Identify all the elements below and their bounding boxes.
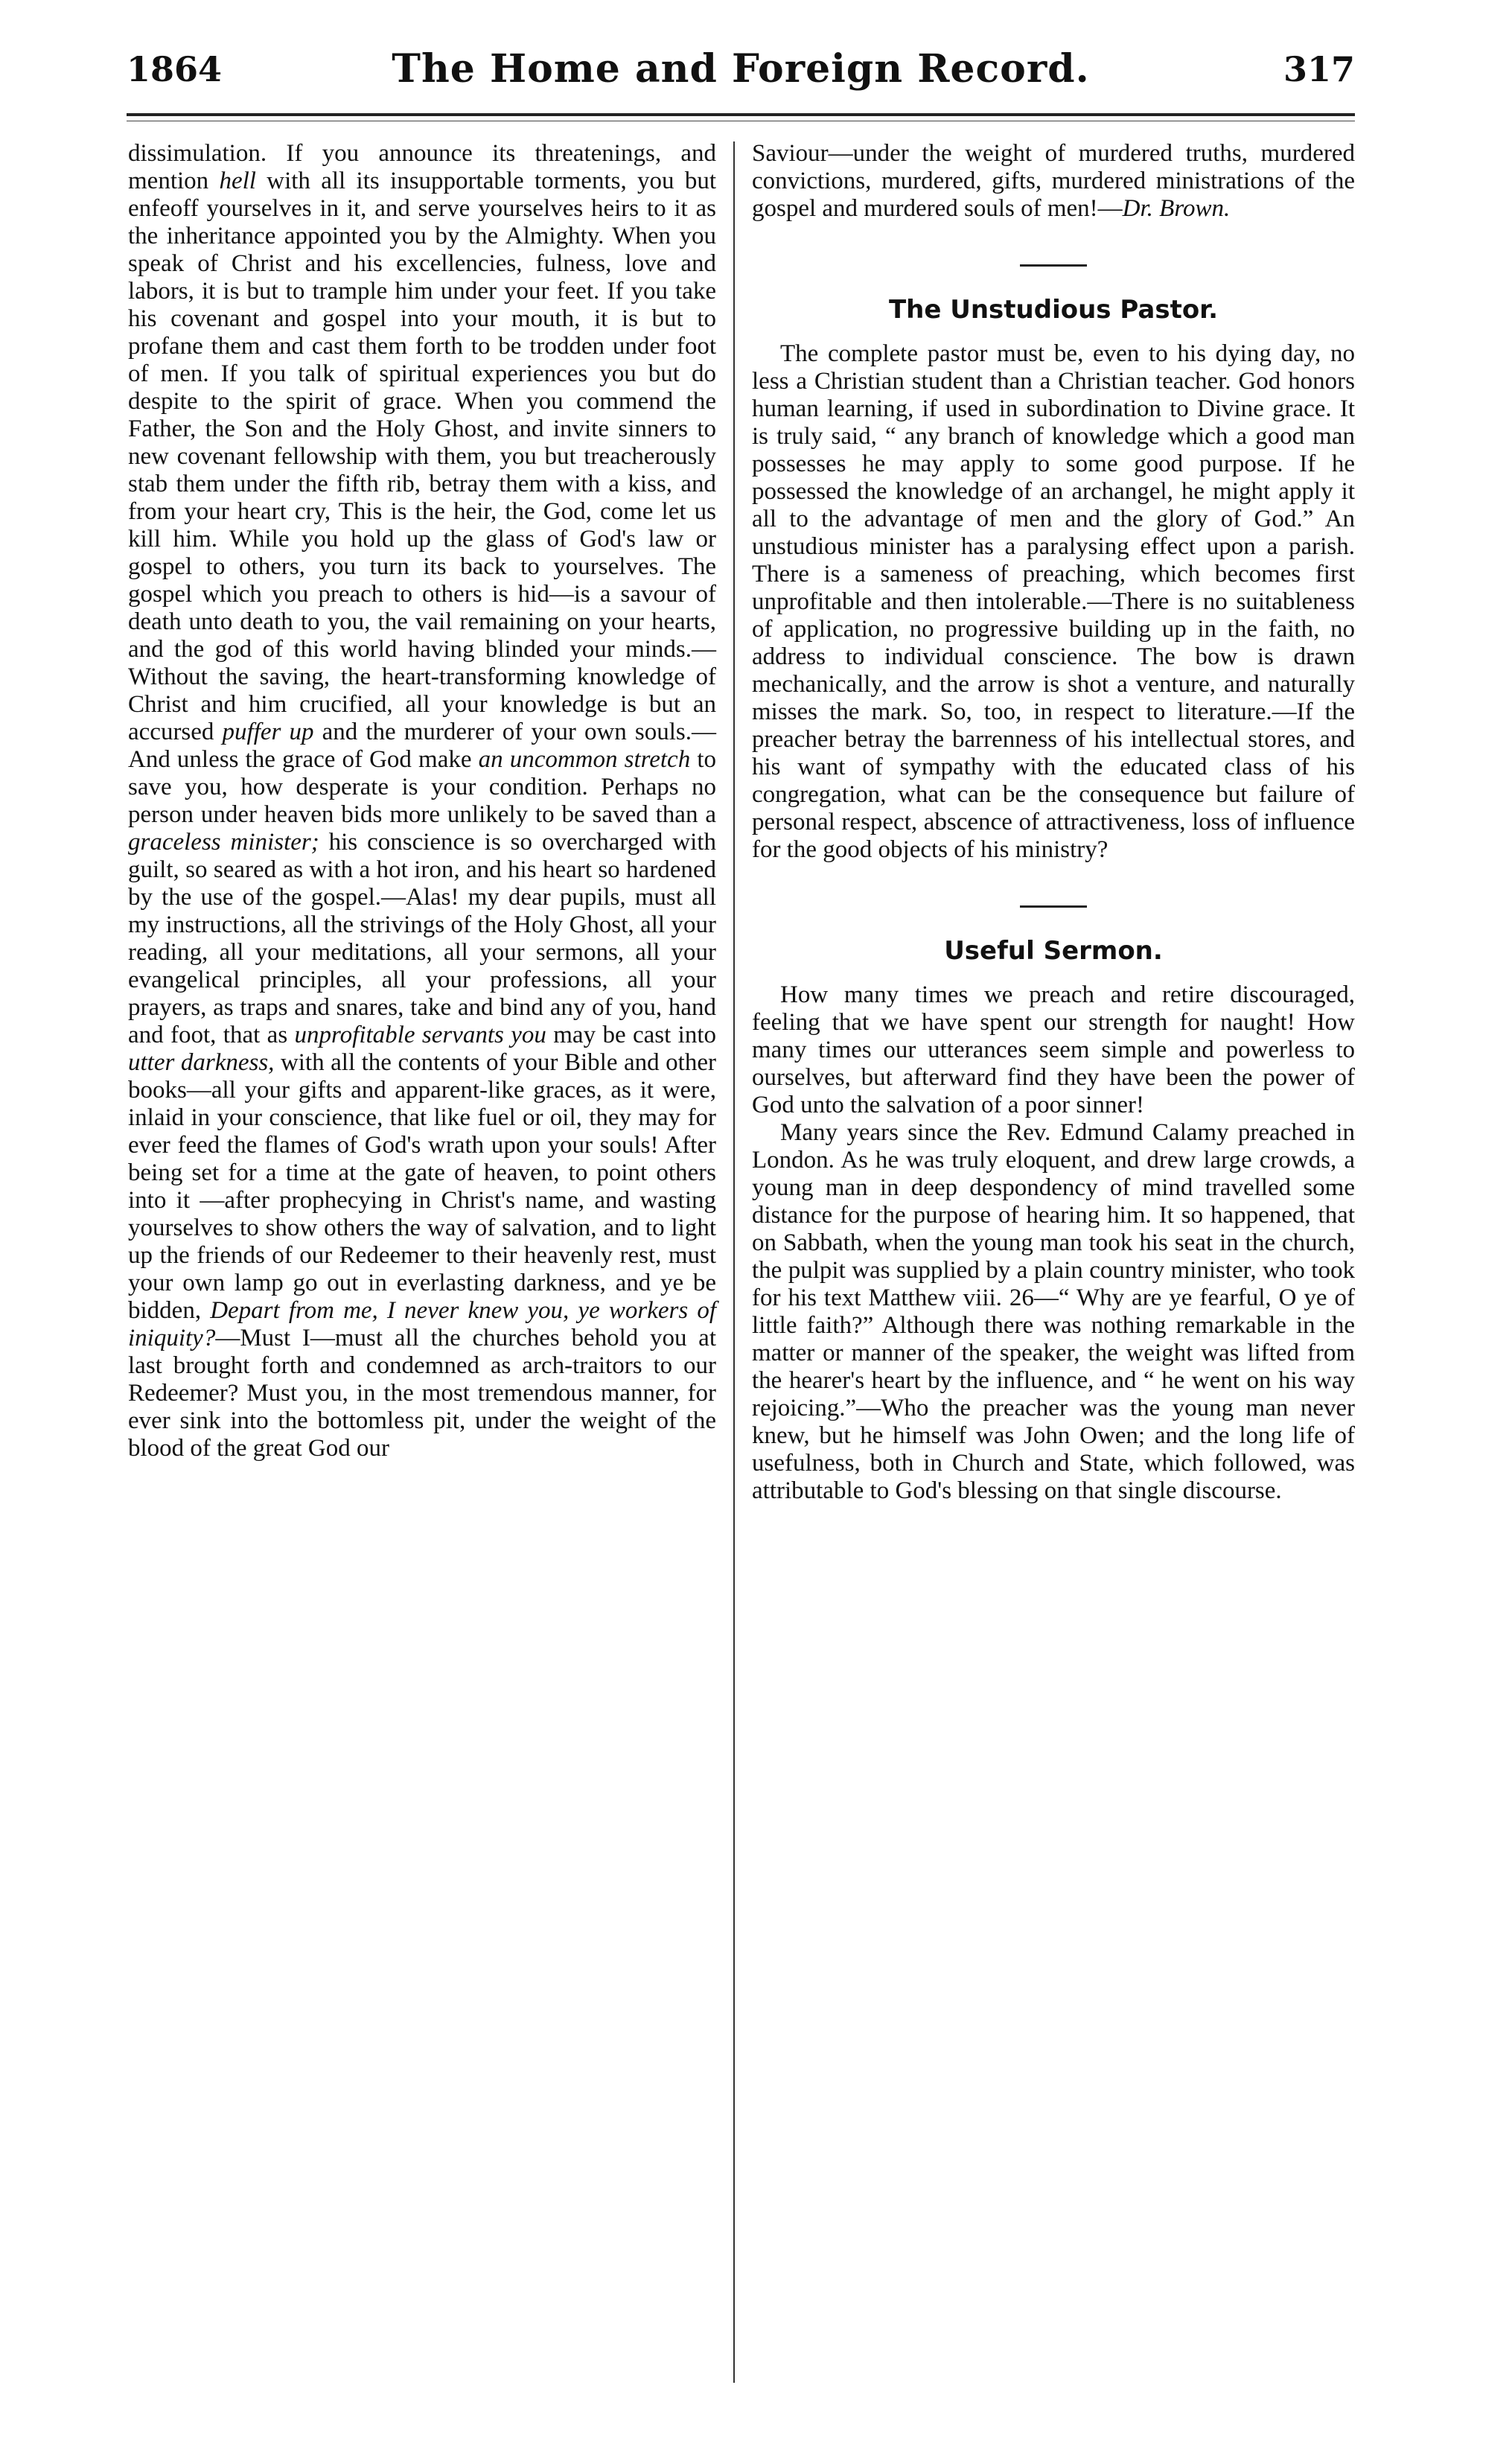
italic-text-run: hell [219, 168, 256, 194]
text-run: —Must I—must all the churches behold you at last brought forth and condemned as arch-traitors to our Redeemer? Must you, in the most tremendous manner, for ever sink into the bottomless pit, under the weight of the blood of the great God our [128, 1325, 716, 1462]
unstudious-pastor-paragraph: The complete pastor must be, even to his dying day, no less a Christian student than a Christian teacher. God honors human learning, if used in subordination to Divine grace. It is truly said, “ any branch of knowledge which a good man possesses he may apply to some good purpose. If he possessed the knowledge of an archangel, he might apply it all to the advantage of men and the glory of God.” An unstudious minister has a paralysing effect upon a parish. There is a sameness of preaching, which becomes first unprofitable and then intolerable.—There is no suitableness of application, no progressive building up in the faith, no address to individual conscience. The bow is drawn mechanically, and the arrow is shot a venture, and naturally misses the mark. So, too, in respect to literature.—If the preacher betray the barrenness of his intellectual stores, and his want of sympathy with the educated class of his congregation, what can be the consequence but failure of personal respect, abscence of attractiveness, loss of influence for the good objects of his ministry? [752, 340, 1355, 863]
text-run: to save you, how desperate is your condition. Perhaps no person under heaven bids more unlikely to be saved than a [128, 746, 716, 828]
text-run: with all the contents of your Bible and other books—all your gifts and apparent-like graces, as it were, inlaid in your conscience, that like fuel or oil, they may for ever feed the flames of God's wrath upon your souls! After being set for a time at the gate of heaven, to point others into it —after prophecying in Christ's name, and wasting yourselves to show others the way of salvation, and to light up the friends of our Redeemer to their heavenly rest, must your own lamp go out in everlasting darkness, and ye be bidden, [128, 1049, 716, 1324]
column-divider [733, 141, 735, 2383]
left-column-paragraph [128, 140, 716, 1462]
page-number: 317 [1283, 49, 1355, 89]
section-divider [1020, 905, 1087, 908]
text-run: dissimulation. If you announce its threatenings, and mention [128, 140, 716, 194]
italic-text-run: an uncommon stretch [478, 746, 691, 773]
right-column [752, 140, 1355, 1505]
text-run: his conscience is so overcharged with guilt, so seared as with a hot iron, and his heart so hardened by the use of the gospel.—Alas! my dear pupils, must all my instructions, all the strivings of the Holy Ghost, all your reading, all your meditations, all your sermons, all your evangelical principles, all your professions, all your prayers, as traps and snares, take and bind any of you, hand and foot, that as [128, 829, 716, 1048]
italic-text-run: Depart from me, I never knew you, ye workers of iniquity? [128, 1297, 716, 1351]
italic-text-run: puffer up [222, 719, 314, 745]
text-run: with all its insupportable torments, you but enfeoff yourselves in it, and serve yourselves heirs to it as the inheritance appointed you by the Almighty. When you speak of Christ and his excellencies, fulness, love and labors, it is but to trample him under your feet. If you take his covenant and gospel into your mouth, it is but to profane them and cast them forth to be trodden under foot of men. If you talk of spiritual experiences you but do despite to the spirit of grace. When you commend the Father, the Son and the Holy Ghost, and invite sinners to new covenant fellowship with them, you but treacherously stab them under the fifth rib, betray them with a kiss, and from your heart cry, This is the heir, the God, come let us kill him. While you hold up the glass of God's law or gospel to others, you turn its back to yourselves. The gospel which you preach to others is hid—is a savour of death unto death to you, the vail remaining on your hearts, and the god of this world having blinded your minds.—Without the saving, the heart-transforming knowledge of Christ and him crucified, all your knowledge is but an accursed [128, 168, 716, 745]
section-heading-unstudious-pastor: The Unstudious Pastor. [888, 295, 1219, 325]
italic-text-run: unprofitable servants you [294, 1022, 546, 1048]
page-header [127, 46, 1355, 113]
journal-title: The Home and Foreign Record. [392, 46, 1090, 92]
text-run: may be cast into [546, 1022, 717, 1048]
text-run: and the murderer of your own souls.—And unless the grace of God make [128, 719, 717, 773]
header-year: 1864 [127, 49, 223, 89]
section-divider [1020, 264, 1087, 267]
continuation-text: Saviour—under the weight of murdered truths, murdered convictions, murdered, gifts, murdered ministrations of the gospel and murdered souls of men!— [752, 140, 1355, 222]
left-column [128, 140, 716, 1462]
header-rule [127, 113, 1355, 116]
section-heading-useful-sermon: Useful Sermon. [944, 936, 1163, 966]
useful-sermon-paragraph-1: How many times we preach and retire discouraged, feeling that we have spent our strength for naught! How many times our utterances seem simple and powerless to ourselves, but afterward find they have been the power of God unto the salvation of a poor sinner! [752, 981, 1355, 1118]
useful-sermon-paragraph-2: Many years since the Rev. Edmund Calamy preached in London. As he was truly eloquent, and drew large crowds, a young man in deep despondency of mind travelled some distance for the purpose of hearing him. It so happened, that on Sabbath, when the young man took his seat in the church, the pulpit was supplied by a plain country minister, who took for his text Matthew viii. 26—“ Why are ye fearful, O ye of little faith?” Although there was nothing remarkable in the matter or manner of the speaker, the weight was lifted from the hearer's heart by the influence, and “ he went on his way rejoicing.”—Who the preacher was the young man never knew, but he himself was John Owen; and the long life of usefulness, both in Church and State, which followed, was attributable to God's blessing on that single discourse. [752, 1119, 1355, 1504]
italic-text-run: utter darkness, [128, 1049, 275, 1076]
continuation-paragraph [752, 140, 1355, 223]
italic-text-run: graceless minister; [128, 829, 319, 856]
signature: Dr. Brown. [1122, 195, 1231, 222]
